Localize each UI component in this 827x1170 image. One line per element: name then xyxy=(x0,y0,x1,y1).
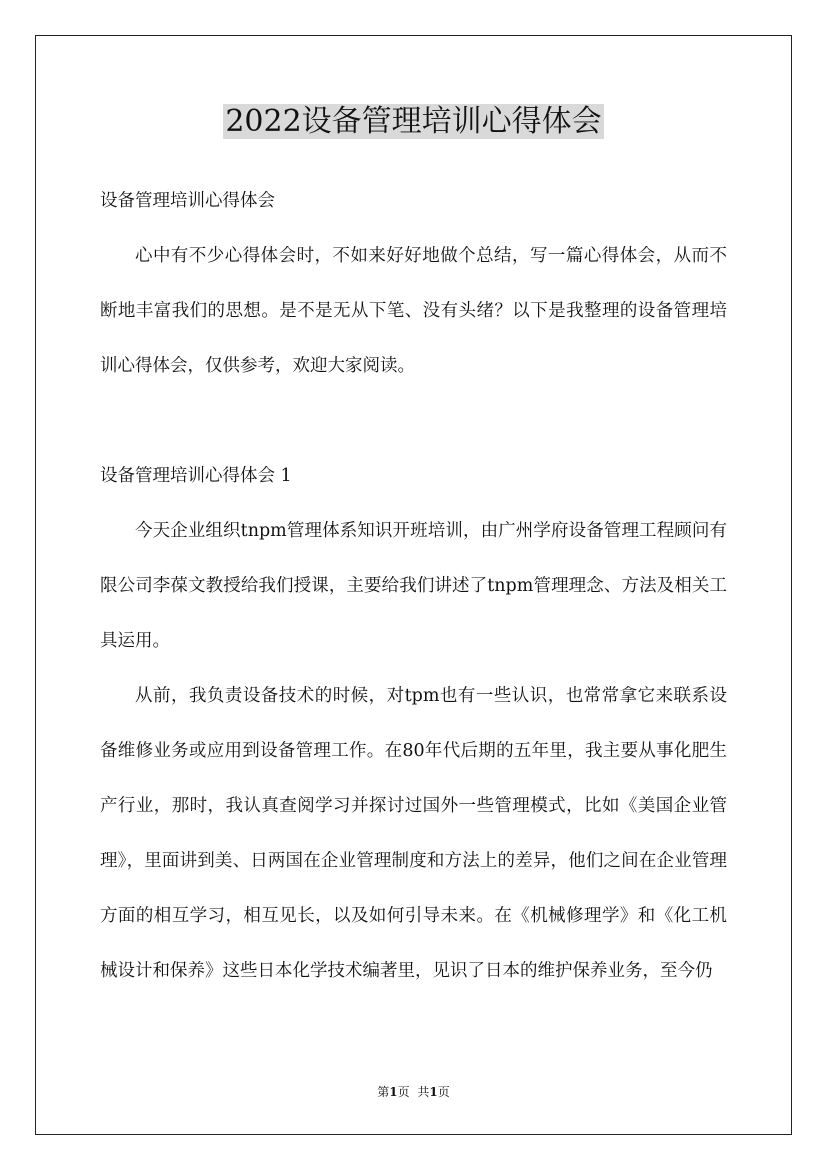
page-footer xyxy=(0,1082,827,1102)
section-heading: 设备管理培训心得体会 1 xyxy=(100,466,292,486)
paragraph-spacer xyxy=(100,394,727,449)
total-suffix: 页 xyxy=(437,1085,450,1099)
total-pages: 1 xyxy=(429,1085,438,1099)
page-prefix: 第 xyxy=(377,1085,390,1099)
page-suffix: 页 xyxy=(397,1085,410,1099)
total-prefix: 共 xyxy=(417,1085,430,1099)
body-paragraph-2: 从前，我负责设备技术的时候，对tpm也有一些认识，也常常拿它来联系设备维修业务或应用到设备管理工作。在80年代后期的五年里，我主要从事化肥生产行业，那时，我认真查阅学习并探讨过国外一些管理模式，比如《美国企业管理》，里面讲到美、日两国在企业管理制度和方法上的差异，他们之间在企业管理方面的相互学习，相互见长，以及如何引导未来。在《机械修理学》和《化工机械设计和保养》这些日本化学技术编著里，见识了日本的维护保养业务，至今仍 xyxy=(100,686,727,981)
body-paragraph-1: 今天企业组织tnpm管理体系知识开班培训，由广州学府设备管理工程顾问有限公司李葆文教授给我们授课，主要给我们讲述了tnpm管理理念、方法及相关工具运用。 xyxy=(100,521,727,651)
document-subtitle: 设备管理培训心得体会 xyxy=(100,191,275,211)
page-number: 1 xyxy=(389,1085,398,1099)
document-title-text: 2022设备管理培训心得体会 xyxy=(225,104,602,139)
intro-paragraph: 心中有不少心得体会时，不如来好好地做个总结，写一篇心得体会，从而不断地丰富我们的思想。是不是无从下笔、没有头绪？以下是我整理的设备管理培训心得体会，仅供参考，欢迎大家阅读。 xyxy=(100,246,727,376)
document-title xyxy=(0,100,827,144)
document-body xyxy=(100,174,727,999)
